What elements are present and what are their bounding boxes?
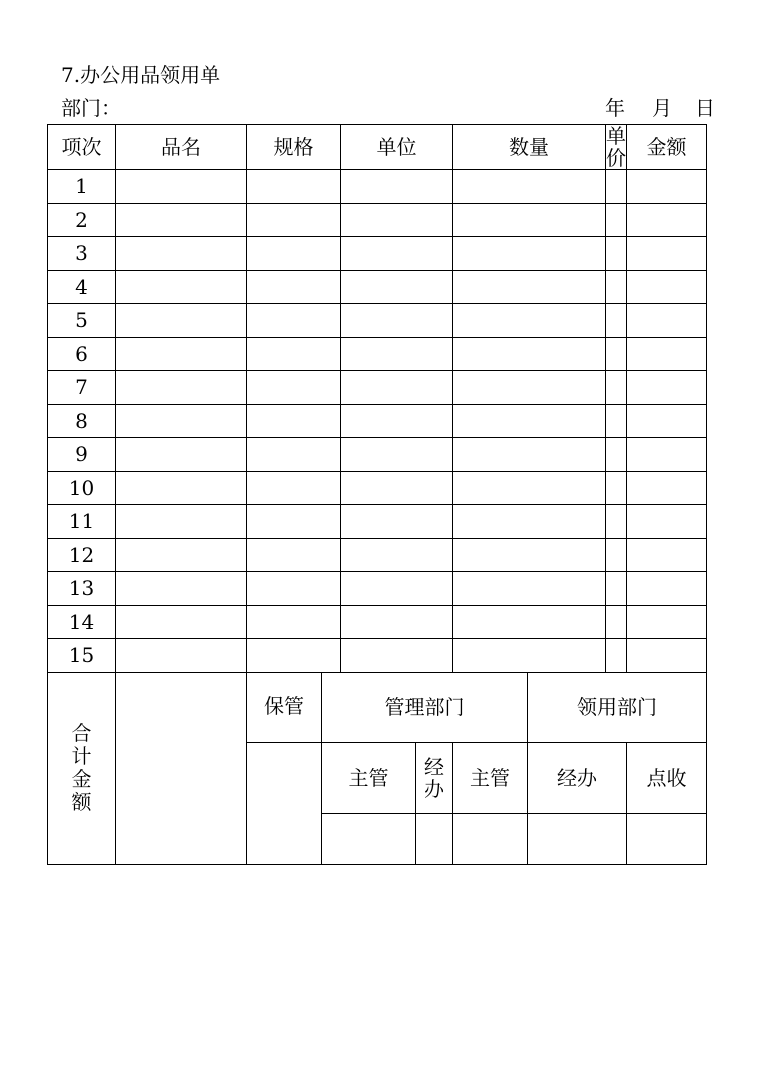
quantity-cell[interactable] <box>453 337 606 371</box>
row-number: 1 <box>48 170 116 204</box>
management-dept-label: 管理部门 <box>322 672 528 742</box>
name-cell[interactable] <box>116 337 247 371</box>
row-number: 6 <box>48 337 116 371</box>
name-cell[interactable] <box>116 538 247 572</box>
name-cell[interactable] <box>116 404 247 438</box>
amount-cell[interactable] <box>627 237 707 271</box>
row-number: 11 <box>48 505 116 539</box>
name-cell[interactable] <box>116 572 247 606</box>
row-number: 12 <box>48 538 116 572</box>
quantity-cell[interactable] <box>453 538 606 572</box>
table-row <box>48 605 707 639</box>
quantity-cell[interactable] <box>453 471 606 505</box>
department-label: 部门： <box>61 96 121 120</box>
quantity-cell[interactable] <box>453 505 606 539</box>
col-header-quantity: 数量 <box>453 125 606 170</box>
spec-cell[interactable] <box>247 471 341 505</box>
unit-cell[interactable] <box>341 572 453 606</box>
custody-text: 保管 <box>264 693 304 718</box>
name-cell[interactable] <box>116 237 247 271</box>
mgmt-handler-label: 经办 <box>416 742 453 813</box>
quantity-cell[interactable] <box>453 170 606 204</box>
unit-cell[interactable] <box>341 505 453 539</box>
amount-cell[interactable] <box>627 639 707 673</box>
quantity-cell[interactable] <box>453 304 606 338</box>
table-row <box>48 237 707 271</box>
row-number: 2 <box>48 203 116 237</box>
table-row <box>48 572 707 606</box>
custody-signature[interactable] <box>247 742 322 864</box>
name-cell[interactable] <box>116 203 247 237</box>
unit-cell[interactable] <box>341 170 453 204</box>
name-cell[interactable] <box>116 471 247 505</box>
year-label: 年 <box>605 96 625 120</box>
amount-cell[interactable] <box>627 538 707 572</box>
unit-cell[interactable] <box>341 538 453 572</box>
table-row <box>48 538 707 572</box>
unit-cell[interactable] <box>341 304 453 338</box>
unit-price-cell[interactable] <box>606 572 627 606</box>
name-cell[interactable] <box>116 304 247 338</box>
unit-price-cell[interactable] <box>606 270 627 304</box>
amount-cell[interactable] <box>627 270 707 304</box>
name-cell[interactable] <box>116 170 247 204</box>
use-supervisor-signature[interactable] <box>453 813 528 864</box>
unit-price-cell[interactable] <box>606 471 627 505</box>
requisition-table <box>47 124 707 865</box>
unit-price-cell[interactable] <box>606 505 627 539</box>
spec-cell[interactable] <box>247 237 341 271</box>
using-dept-label: 领用部门 <box>528 672 707 742</box>
unit-cell[interactable] <box>341 371 453 405</box>
header-row <box>48 125 707 170</box>
footer-row-1 <box>48 672 707 742</box>
unit-price-cell[interactable] <box>606 438 627 472</box>
custody-label <box>247 672 322 742</box>
row-number: 10 <box>48 471 116 505</box>
mgmt-supervisor-label: 主管 <box>322 742 416 813</box>
amount-cell[interactable] <box>627 505 707 539</box>
spec-cell[interactable] <box>247 505 341 539</box>
total-amount-value[interactable] <box>116 672 247 864</box>
amount-cell[interactable] <box>627 438 707 472</box>
col-header-item-no: 项次 <box>48 125 116 170</box>
spec-cell[interactable] <box>247 404 341 438</box>
row-number: 8 <box>48 404 116 438</box>
col-header-amount: 金额 <box>627 125 707 170</box>
mgmt-handler-signature[interactable] <box>416 813 453 864</box>
unit-cell[interactable] <box>341 605 453 639</box>
unit-price-cell[interactable] <box>606 538 627 572</box>
row-number: 7 <box>48 371 116 405</box>
unit-cell[interactable] <box>341 337 453 371</box>
unit-cell[interactable] <box>341 270 453 304</box>
row-number: 13 <box>48 572 116 606</box>
unit-price-cell[interactable] <box>606 203 627 237</box>
quantity-cell[interactable] <box>453 371 606 405</box>
quantity-cell[interactable] <box>453 404 606 438</box>
amount-cell[interactable] <box>627 605 707 639</box>
amount-cell[interactable] <box>627 572 707 606</box>
spec-cell[interactable] <box>247 605 341 639</box>
row-number: 15 <box>48 639 116 673</box>
amount-cell[interactable] <box>627 203 707 237</box>
table-row <box>48 639 707 673</box>
quantity-cell[interactable] <box>453 203 606 237</box>
unit-cell[interactable] <box>341 203 453 237</box>
table-row <box>48 270 707 304</box>
unit-price-cell[interactable] <box>606 371 627 405</box>
spec-cell[interactable] <box>247 337 341 371</box>
unit-cell[interactable] <box>341 237 453 271</box>
unit-cell[interactable] <box>341 639 453 673</box>
spec-cell[interactable] <box>247 639 341 673</box>
table-row <box>48 505 707 539</box>
table-row <box>48 304 707 338</box>
table-row <box>48 471 707 505</box>
spec-cell[interactable] <box>247 170 341 204</box>
day-label: 日 <box>695 96 715 120</box>
unit-cell[interactable] <box>341 438 453 472</box>
unit-price-cell[interactable] <box>606 170 627 204</box>
spec-cell[interactable] <box>247 572 341 606</box>
row-number: 9 <box>48 438 116 472</box>
quantity-cell[interactable] <box>453 270 606 304</box>
amount-cell[interactable] <box>627 337 707 371</box>
table-row <box>48 203 707 237</box>
form-title: 7.办公用品领用单 <box>61 63 221 87</box>
month-label: 月 <box>652 96 672 120</box>
amount-cell[interactable] <box>627 304 707 338</box>
quantity-cell[interactable] <box>453 572 606 606</box>
name-cell[interactable] <box>116 639 247 673</box>
table-row <box>48 371 707 405</box>
amount-cell[interactable] <box>627 471 707 505</box>
unit-price-cell[interactable] <box>606 605 627 639</box>
unit-price-cell[interactable] <box>606 337 627 371</box>
table-row <box>48 438 707 472</box>
spec-cell[interactable] <box>247 438 341 472</box>
unit-price-cell[interactable] <box>606 304 627 338</box>
quantity-cell[interactable] <box>453 605 606 639</box>
total-amount-label <box>48 672 116 864</box>
spec-cell[interactable] <box>247 304 341 338</box>
unit-price-cell[interactable] <box>606 639 627 673</box>
table-row <box>48 337 707 371</box>
quantity-cell[interactable] <box>453 639 606 673</box>
quantity-cell[interactable] <box>453 237 606 271</box>
table-row <box>48 404 707 438</box>
name-cell[interactable] <box>116 605 247 639</box>
col-header-name: 品名 <box>116 125 247 170</box>
amount-cell[interactable] <box>627 170 707 204</box>
name-cell[interactable] <box>116 505 247 539</box>
row-number: 14 <box>48 605 116 639</box>
unit-cell[interactable] <box>341 404 453 438</box>
row-number: 3 <box>48 237 116 271</box>
col-header-spec: 规格 <box>247 125 341 170</box>
quantity-cell[interactable] <box>453 438 606 472</box>
name-cell[interactable] <box>116 270 247 304</box>
col-header-unit-price: 单价 <box>606 124 626 170</box>
unit-price-cell[interactable] <box>606 237 627 271</box>
check-receive-label: 点收 <box>627 742 707 813</box>
unit-cell[interactable] <box>341 471 453 505</box>
use-handler-signature[interactable] <box>528 813 627 864</box>
spec-cell[interactable] <box>247 270 341 304</box>
spec-cell[interactable] <box>247 538 341 572</box>
mgmt-supervisor-signature[interactable] <box>322 813 416 864</box>
row-number: 4 <box>48 270 116 304</box>
spec-cell[interactable] <box>247 203 341 237</box>
col-header-unit: 单位 <box>341 125 453 170</box>
table-row <box>48 170 707 204</box>
name-cell[interactable] <box>116 438 247 472</box>
row-number: 5 <box>48 304 116 338</box>
use-handler-label: 经办 <box>528 742 627 813</box>
check-receive-signature[interactable] <box>627 813 707 864</box>
amount-cell[interactable] <box>627 404 707 438</box>
use-supervisor-label: 主管 <box>453 742 528 813</box>
name-cell[interactable] <box>116 371 247 405</box>
amount-cell[interactable] <box>627 371 707 405</box>
unit-price-cell[interactable] <box>606 404 627 438</box>
total-amount-text: 合计金额 <box>71 721 92 814</box>
spec-cell[interactable] <box>247 371 341 405</box>
